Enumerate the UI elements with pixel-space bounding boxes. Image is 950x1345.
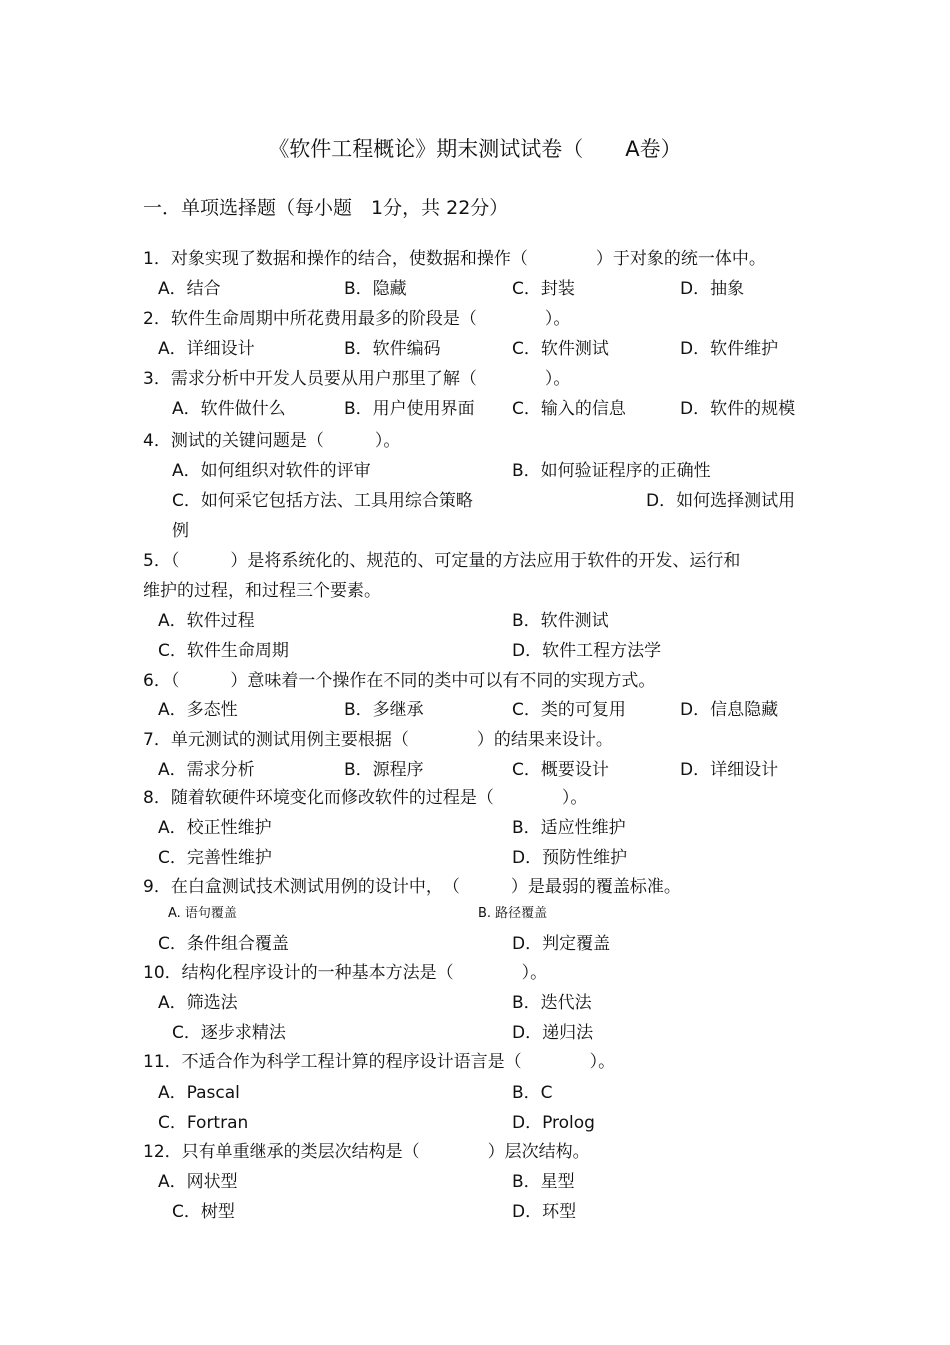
answer-option: D．Prolog bbox=[512, 1113, 595, 1133]
answer-option: C．Fortran bbox=[158, 1113, 249, 1133]
answer-option: C．输入的信息 bbox=[512, 399, 626, 419]
answer-option: B．如何验证程序的正确性 bbox=[512, 461, 711, 481]
answer-option: D．判定覆盖 bbox=[512, 934, 611, 954]
answer-option: A．需求分析 bbox=[158, 760, 255, 780]
question-text: 9．在白盒测试技术测试用例的设计中， （ ）是最弱的覆盖标准。 bbox=[143, 877, 681, 897]
question-text: 4．测试的关键问题是（ ）。 bbox=[143, 431, 401, 451]
answer-option: A．结合 bbox=[158, 279, 221, 299]
answer-option: D．预防性维护 bbox=[512, 848, 628, 868]
answer-option: A．多态性 bbox=[158, 700, 238, 720]
page-title: 《软件工程概论》期末测试试卷（ A卷） bbox=[268, 137, 682, 161]
question-text: 8．随着软硬件环境变化而修改软件的过程是（ ）。 bbox=[143, 788, 588, 808]
answer-option: D．软件的规模 bbox=[680, 399, 796, 419]
answer-option: B．软件测试 bbox=[512, 611, 609, 631]
question-text: 11．不适合作为科学工程计算的程序设计语言是（ ）。 bbox=[143, 1052, 616, 1072]
answer-option: C．类的可复用 bbox=[512, 700, 626, 720]
answer-option: D．信息隐藏 bbox=[680, 700, 779, 720]
question-text: 12．只有单重继承的类层次结构是（ ）层次结构。 bbox=[143, 1142, 590, 1162]
question-text: 10．结构化程序设计的一种基本方法是（ ）。 bbox=[143, 963, 548, 983]
answer-option: B．迭代法 bbox=[512, 993, 592, 1013]
answer-option: D．软件维护 bbox=[680, 339, 779, 359]
answer-option: C．概要设计 bbox=[512, 760, 609, 780]
answer-option: 例 bbox=[172, 521, 189, 541]
answer-option: B．适应性维护 bbox=[512, 818, 626, 838]
answer-option: D．详细设计 bbox=[680, 760, 779, 780]
answer-option: D．递归法 bbox=[512, 1023, 594, 1043]
answer-option: C．封装 bbox=[512, 279, 575, 299]
answer-option: A．软件过程 bbox=[158, 611, 255, 631]
answer-option: C．逐步求精法 bbox=[172, 1023, 286, 1043]
answer-option: B．C bbox=[512, 1083, 553, 1103]
answer-option: B. 路径覆盖 bbox=[478, 906, 548, 921]
answer-option: C．软件测试 bbox=[512, 339, 609, 359]
answer-option: B．软件编码 bbox=[344, 339, 441, 359]
answer-option: A．软件做什么 bbox=[172, 399, 286, 419]
answer-option: B．源程序 bbox=[344, 760, 424, 780]
answer-option: A. 语句覆盖 bbox=[168, 906, 237, 921]
answer-option: C．树型 bbox=[172, 1202, 235, 1222]
question-text: 3．需求分析中开发人员要从用户那里了解（ ）。 bbox=[143, 369, 571, 389]
answer-option: A．网状型 bbox=[158, 1172, 238, 1192]
answer-option: C．条件组合覆盖 bbox=[158, 934, 289, 954]
question-text: 7．单元测试的测试用例主要根据（ ）的结果来设计。 bbox=[143, 730, 613, 750]
answer-option: C．如何采它包括方法、工具用综合策略 bbox=[172, 491, 473, 511]
question-text: 5．（ ）是将系统化的、规范的、可定量的方法应用于软件的开发、运行和 bbox=[143, 551, 741, 571]
answer-option: C．软件生命周期 bbox=[158, 641, 289, 661]
answer-option: B．隐藏 bbox=[344, 279, 407, 299]
question-text: 1．对象实现了数据和操作的结合，使数据和操作（ ）于对象的统一体中。 bbox=[143, 249, 766, 269]
answer-option: A．筛选法 bbox=[158, 993, 238, 1013]
answer-option: B．星型 bbox=[512, 1172, 575, 1192]
answer-option: A．如何组织对软件的评审 bbox=[172, 461, 371, 481]
question-text: 6．（ ）意味着一个操作在不同的类中可以有不同的实现方式。 bbox=[143, 671, 656, 691]
answer-option: A．校正性维护 bbox=[158, 818, 272, 838]
answer-option: D．如何选择测试用 bbox=[646, 491, 796, 511]
answer-option: D．软件工程方法学 bbox=[512, 641, 662, 661]
section-heading: 一．单项选择题（每小题 1分，共 22分） bbox=[143, 197, 509, 219]
question-text: 2．软件生命周期中所花费用最多的阶段是（ ）。 bbox=[143, 309, 571, 329]
answer-option: B．用户使用界面 bbox=[344, 399, 475, 419]
answer-option: B．多继承 bbox=[344, 700, 424, 720]
answer-option: A．Pascal bbox=[158, 1083, 240, 1103]
answer-option: D．环型 bbox=[512, 1202, 577, 1222]
answer-option: C．完善性维护 bbox=[158, 848, 272, 868]
answer-option: A．详细设计 bbox=[158, 339, 255, 359]
answer-option: D．抽象 bbox=[680, 279, 745, 299]
question-text: 维护的过程，和过程三个要素。 bbox=[143, 581, 381, 601]
